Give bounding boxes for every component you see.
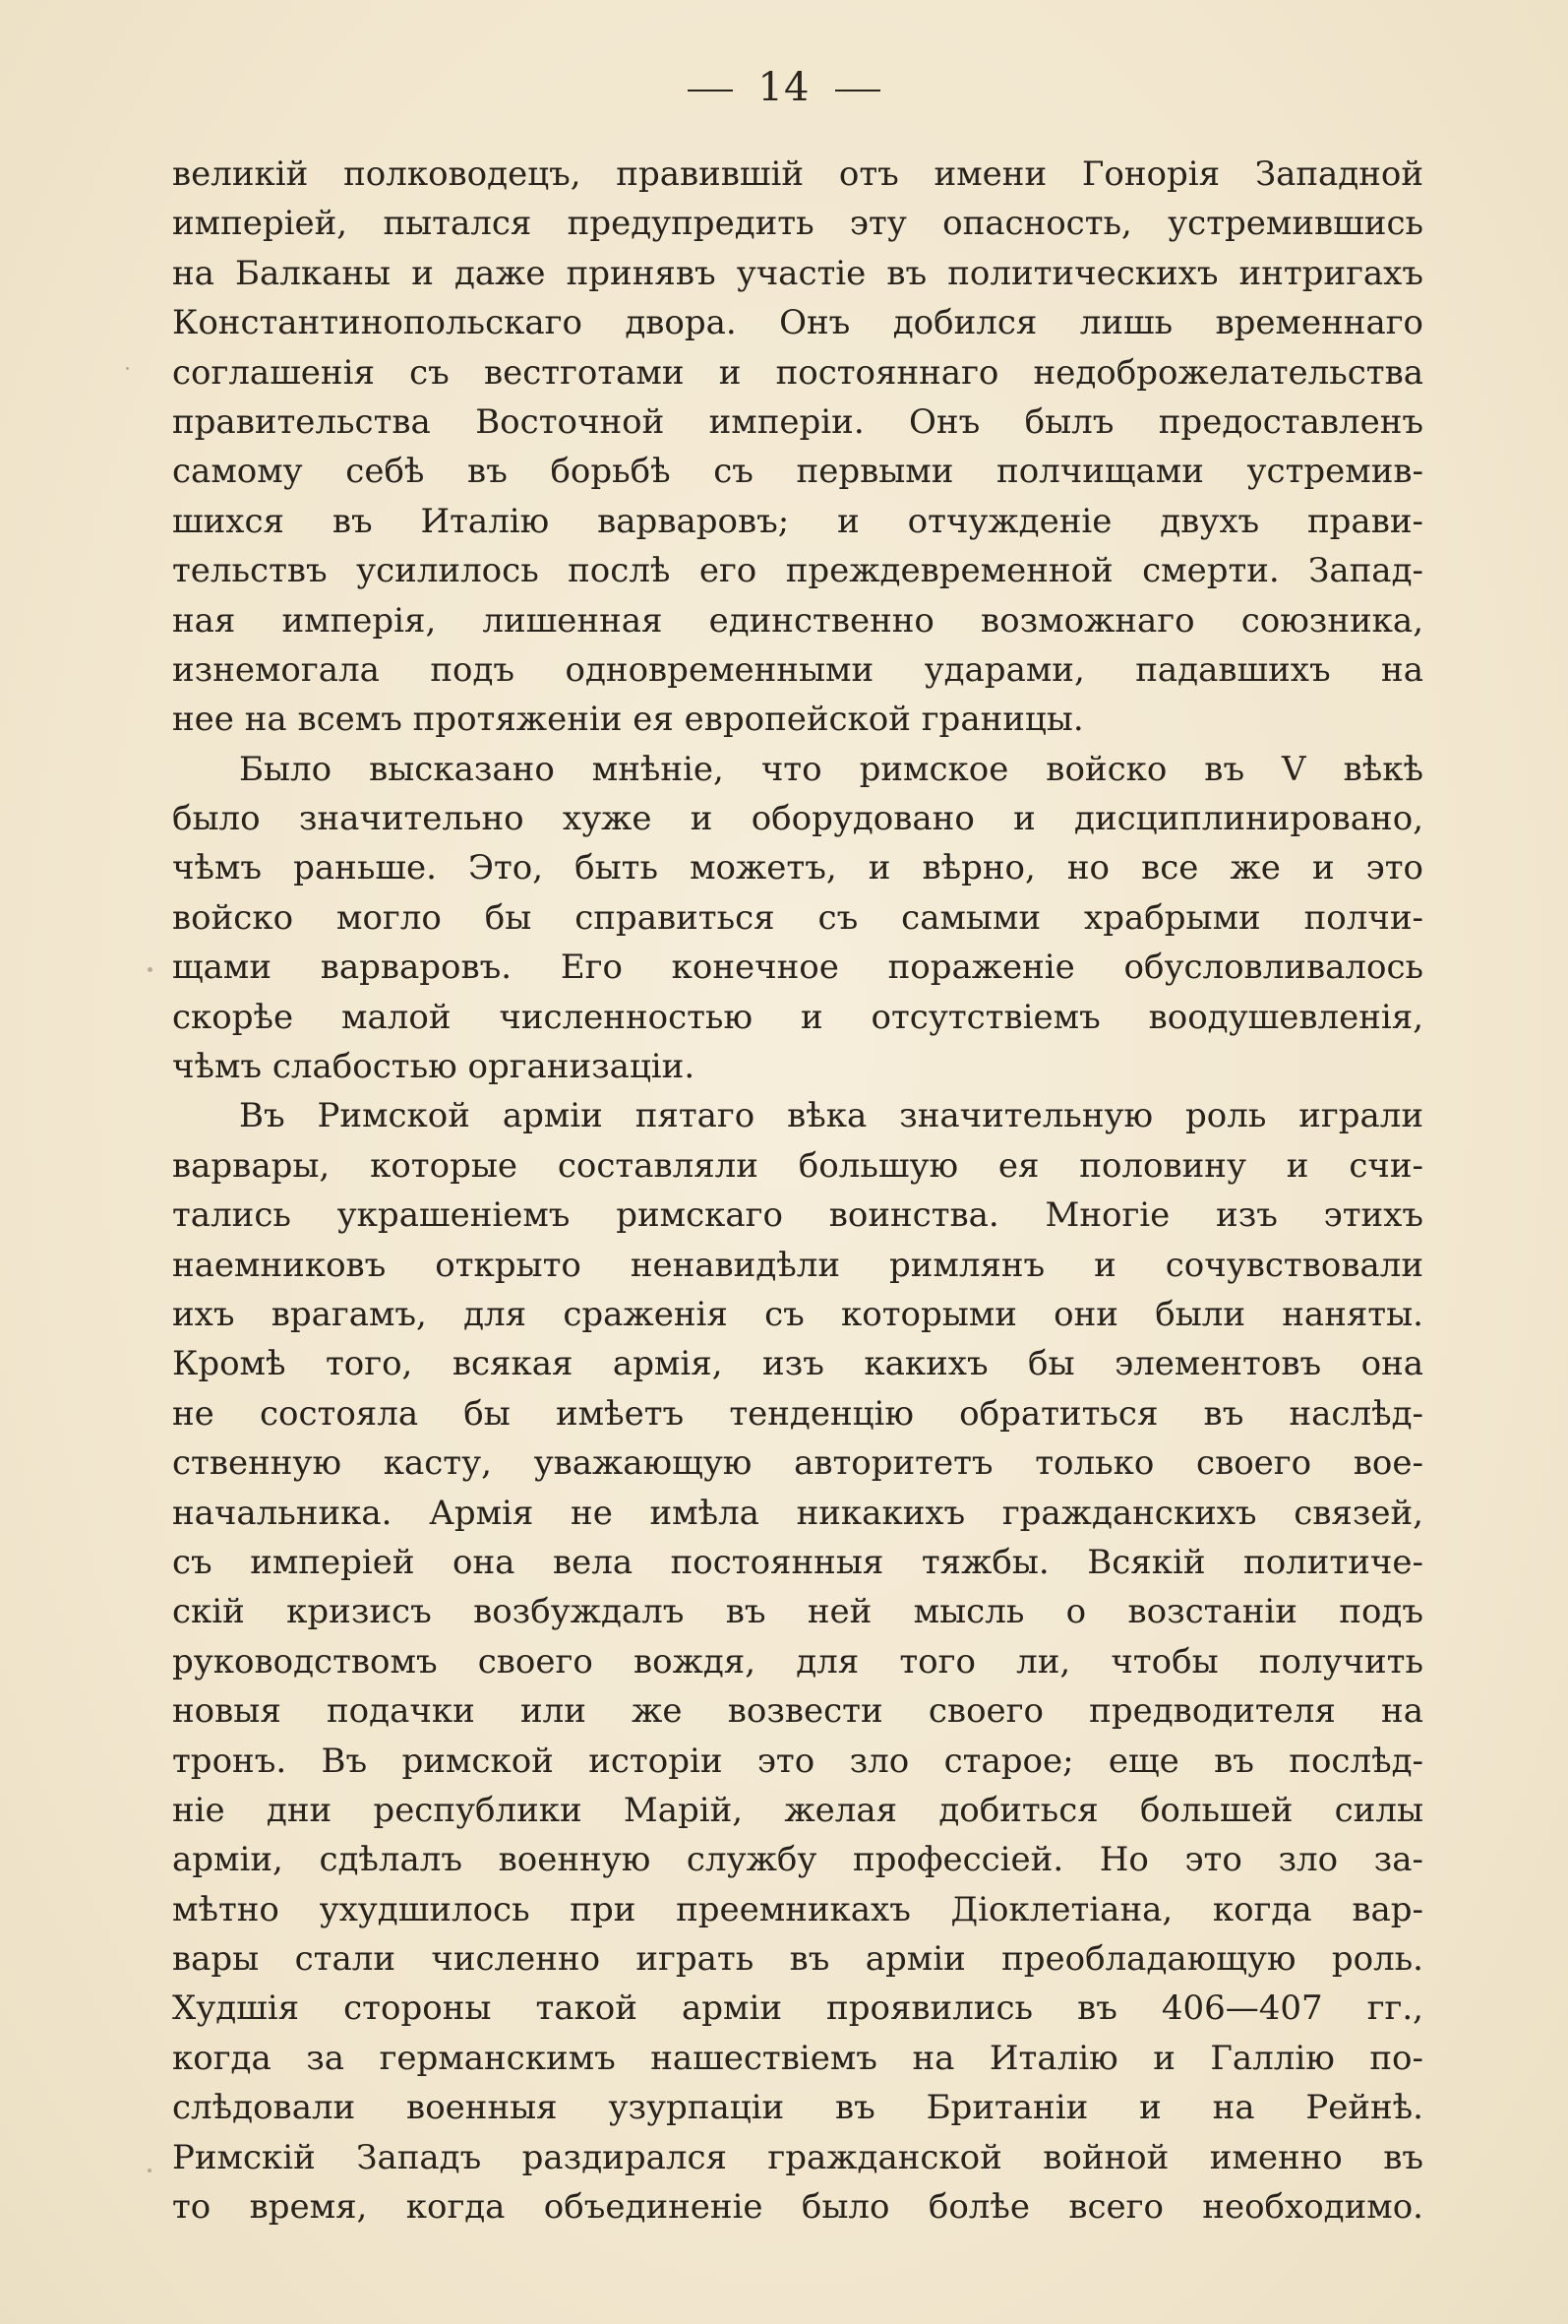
text-line	[172, 1737, 1423, 1786]
text-line-content: правительства Восточной имперіи. Онъ былъ предоставленъ	[172, 401, 1423, 442]
text-line-content: чѣмъ слабостью организаціи.	[172, 1047, 695, 1087]
text-line-content: Римскій Западъ раздирался гражданской войной именно въ	[172, 2137, 1423, 2177]
text-line-content: щами варваровъ. Его конечное пораженіе обусловливалось	[172, 948, 1423, 988]
text-line-content: Худшія стороны такой арміи проявились въ 406—407 гг.,	[172, 1988, 1423, 2029]
text-line	[172, 1686, 1423, 1736]
text-line-content: арміи, сдѣлалъ военную службу профессіей. Но это зло за-	[172, 1840, 1423, 1880]
text-line	[172, 2182, 1423, 2232]
text-line-content: было значительно хуже и оборудовано и дисциплинировано,	[172, 799, 1423, 839]
text-line-content: мѣтно ухудшилось при преемникахъ Діоклетіана, когда вар-	[172, 1889, 1423, 1929]
header-dash-right	[835, 90, 880, 92]
text-line	[172, 695, 1423, 744]
text-line	[172, 497, 1423, 546]
text-line-content: тельствъ усилилось послѣ его преждевременной смерти. Запад-	[172, 551, 1423, 591]
text-line	[172, 1934, 1423, 1984]
text-line	[172, 249, 1423, 298]
text-line	[172, 1489, 1423, 1538]
text-line-content: нее на всемъ протяженіи ея европейской границы.	[172, 700, 1084, 740]
text-line	[172, 199, 1423, 248]
text-line	[172, 745, 1423, 794]
text-line	[172, 1786, 1423, 1835]
text-line-content: Константинопольскаго двора. Онъ добился лишь временнаго	[172, 303, 1423, 343]
text-line-content: руководствомъ своего вождя, для того ли, чтобы получить	[172, 1641, 1423, 1682]
text-line	[172, 1587, 1423, 1636]
text-line-content: войско могло бы справиться съ самыми храбрыми полчи-	[172, 897, 1423, 938]
text-line-content: шихся въ Италію варваровъ; и отчужденіе двухъ прави-	[172, 501, 1423, 541]
text-line	[172, 1191, 1423, 1240]
text-line	[172, 1042, 1423, 1091]
text-line-content: тались украшеніемъ римскаго воинства. Многіе изъ этихъ	[172, 1195, 1423, 1236]
text-line-content: начальника. Армія не имѣла никакихъ гражданскихъ связей,	[172, 1493, 1423, 1533]
text-line	[172, 348, 1423, 398]
text-line	[172, 150, 1423, 199]
text-line	[172, 596, 1423, 645]
text-line-content: не состояла бы имѣетъ тенденцію обратиться въ наслѣд-	[172, 1393, 1423, 1434]
text-line	[172, 1141, 1423, 1191]
text-line	[172, 943, 1423, 992]
page-header	[0, 65, 1568, 110]
text-line	[172, 1984, 1423, 2033]
text-line	[172, 1438, 1423, 1488]
text-line	[172, 1091, 1423, 1140]
body-text	[172, 150, 1423, 2232]
paper-speck	[148, 2169, 151, 2172]
text-line-content: ніе дни республики Марій, желая добиться большей силы	[172, 1790, 1423, 1830]
text-line	[172, 1339, 1423, 1388]
text-line	[172, 794, 1423, 843]
text-line-content: скорѣе малой численностью и отсутствіемъ воодушевленія,	[172, 997, 1423, 1037]
text-line-content: великій полководецъ, правившій отъ имени Гонорія Западной	[172, 154, 1423, 194]
text-line-content: чѣмъ раньше. Это, быть можетъ, и вѣрно, но все же и это	[172, 848, 1423, 888]
text-line	[172, 546, 1423, 595]
text-line	[172, 993, 1423, 1042]
text-line-content: слѣдовали военныя узурпаціи въ Британіи и на Рейнѣ.	[172, 2088, 1423, 2128]
text-line	[172, 447, 1423, 496]
text-line-content: наемниковъ открыто ненавидѣли римлянъ и сочувствовали	[172, 1245, 1423, 1285]
text-line-content: варвары, которые составляли большую ея половину и счи-	[172, 1145, 1423, 1186]
text-line-content: имперіей, пытался предупредить эту опасность, устремившись	[172, 204, 1423, 244]
text-line	[172, 2133, 1423, 2182]
text-line-content: Въ Римской арміи пятаго вѣка значительную роль играли	[239, 1096, 1423, 1136]
text-line-content: Кромѣ того, всякая армія, изъ какихъ бы элементовъ она	[172, 1344, 1423, 1384]
text-line	[172, 843, 1423, 892]
text-line-content: ная имперія, лишенная единственно возможнаго союзника,	[172, 600, 1423, 641]
text-line	[172, 2083, 1423, 2132]
paper-speck	[148, 967, 152, 972]
text-line	[172, 893, 1423, 943]
text-line	[172, 298, 1423, 347]
text-line-content: скій кризисъ возбуждалъ въ ней мысль о возстаніи подъ	[172, 1592, 1423, 1632]
text-line-content: соглашенія съ вестготами и постояннаго недоброжелательства	[172, 352, 1423, 393]
page-number: 14	[757, 65, 811, 110]
text-line	[172, 398, 1423, 447]
text-line	[172, 1241, 1423, 1290]
text-line	[172, 1290, 1423, 1339]
text-line	[172, 1885, 1423, 1934]
text-line-content: ихъ врагамъ, для сраженія съ которыми они были наняты.	[172, 1294, 1423, 1334]
text-line	[172, 2034, 1423, 2083]
text-line-content: тронъ. Въ римской исторіи это зло старое; еще въ послѣд-	[172, 1741, 1423, 1781]
text-line-content: Было высказано мнѣніе, что римское войско въ V вѣкѣ	[239, 749, 1423, 789]
text-line-content: то время, когда объединеніе было болѣе всего необходимо.	[172, 2187, 1423, 2228]
text-line-content: вары стали численно играть въ арміи преобладающую роль.	[172, 1939, 1423, 1980]
text-line	[172, 1637, 1423, 1686]
text-line-content: самому себѣ въ борьбѣ съ первыми полчищами устремив-	[172, 452, 1423, 492]
text-line-content: ственную касту, уважающую авторитетъ только своего вое-	[172, 1443, 1423, 1484]
text-line	[172, 1538, 1423, 1587]
text-line	[172, 645, 1423, 695]
text-line	[172, 1389, 1423, 1438]
text-line-content: съ имперіей она вела постоянныя тяжбы. Всякій политиче-	[172, 1542, 1423, 1582]
text-line-content: на Балканы и даже принявъ участіе въ политическихъ интригахъ	[172, 253, 1423, 293]
paper-speck	[126, 367, 129, 370]
text-line-content: изнемогала подъ одновременными ударами, падавшихъ на	[172, 649, 1423, 690]
text-line	[172, 1835, 1423, 1884]
text-line-content: новыя подачки или же возвести своего предводителя на	[172, 1691, 1423, 1732]
text-line-content: когда за германскимъ нашествіемъ на Италію и Галлію по-	[172, 2038, 1423, 2078]
header-dash-left	[688, 90, 733, 92]
